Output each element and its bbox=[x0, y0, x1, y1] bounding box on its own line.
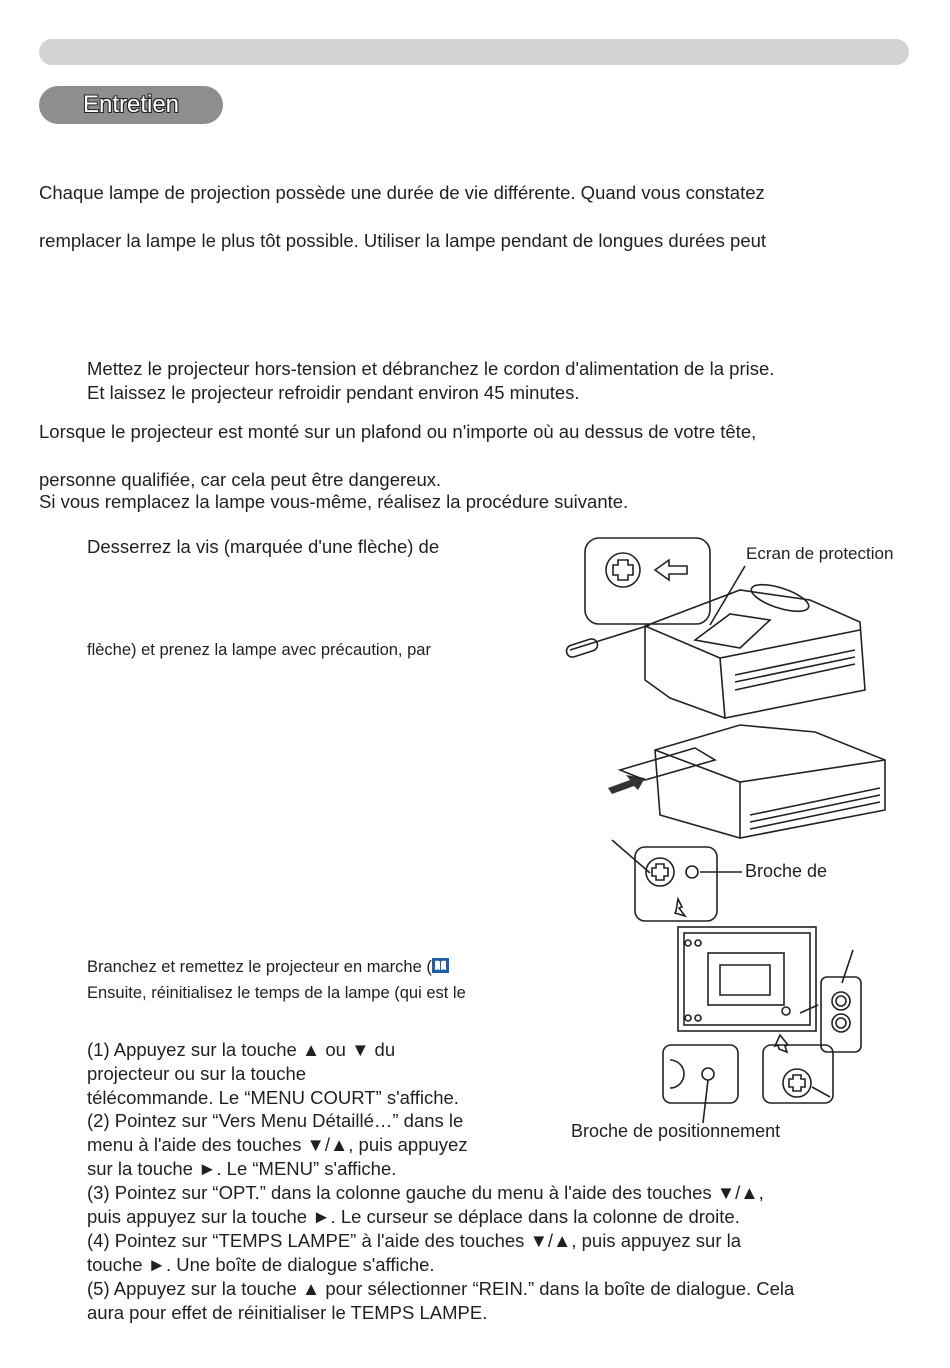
positioning-pin-label-bottom: Broche de positionnement bbox=[571, 1121, 781, 1141]
arrow-diagonal-icon bbox=[675, 899, 685, 916]
screw-icon bbox=[606, 553, 640, 587]
procedure-line-5: menu à l'aide des touches ▼/▲, puis appuyez bbox=[87, 1134, 468, 1155]
reset-step-line-2: Ensuite, réinitialisez le temps de la lampe (qui est le bbox=[87, 984, 466, 1002]
lamp-housing-illustration bbox=[600, 835, 870, 1135]
section-tab bbox=[39, 86, 223, 124]
ceiling-line-2: personne qualifiée, car cela peut être dangereux. bbox=[39, 469, 442, 490]
arrow-left-icon bbox=[655, 560, 687, 580]
bottom-pin-leader bbox=[703, 1080, 708, 1123]
procedure-line-12: aura pour effet de réinitialiser le TEMPS LAMPE. bbox=[87, 1302, 488, 1323]
procedure-line-8: puis appuyez sur la touche ►. Le curseur se déplace dans la colonne de droite. bbox=[87, 1206, 740, 1227]
screw-step-line-2: flèche) et prenez la lampe avec précaution, par bbox=[87, 641, 431, 659]
section-title: Entretien bbox=[82, 91, 180, 118]
ceiling-line-1: Lorsque le projecteur est monté sur un plafond ou n'importe où au dessus de votre tête, bbox=[39, 421, 757, 442]
bottom-left-callout-box bbox=[663, 1045, 738, 1103]
power-off-line-1: Mettez le projecteur hors-tension et débranchez le cordon d'alimentation de la prise. bbox=[87, 358, 775, 379]
pin-leader-right bbox=[842, 950, 853, 983]
procedure-line-3: télécommande. Le “MENU COURT” s'affiche. bbox=[87, 1087, 459, 1108]
protection-screen-label: Ecran de protection bbox=[746, 544, 894, 563]
procedure-line-2: projecteur ou sur la touche bbox=[87, 1063, 307, 1084]
screw-step-line-1: Desserrez la vis (marquée d'une flèche) de bbox=[87, 536, 440, 557]
procedure-line-1: (1) Appuyez sur la touche ▲ ou ▼ du bbox=[87, 1039, 396, 1060]
procedure-line-4: (2) Pointez sur “Vers Menu Détaillé…” dans le bbox=[87, 1110, 464, 1131]
procedure-line-6: sur la touche ►. Le “MENU” s'affiche. bbox=[87, 1158, 397, 1179]
procedure-line-7: (3) Pointez sur “OPT.” dans la colonne gauche du menu à l'aide des touches ▼/▲, bbox=[87, 1182, 764, 1203]
header-bar bbox=[39, 39, 909, 65]
procedure-line-11: (5) Appuyez sur la touche ▲ pour sélectionner “REIN.” dans la boîte de dialogue. Cela bbox=[87, 1278, 795, 1299]
screw-icon bbox=[646, 858, 674, 886]
arrow-down-icon bbox=[775, 1035, 788, 1052]
intro-line-2: remplacer la lampe le plus tôt possible. Utiliser la lampe pendant de longues durées peut bbox=[39, 230, 767, 251]
intro-line-1: Chaque lampe de projection possède une durée de vie différente. Quand vous constatez bbox=[39, 182, 765, 203]
screw-icon bbox=[783, 1069, 811, 1097]
procedure-line-9: (4) Pointez sur “TEMPS LAMPE” à l'aide des touches ▼/▲, puis appuyez sur la bbox=[87, 1230, 742, 1251]
ceiling-line-3: Si vous remplacez la lampe vous-même, réalisez la procédure suivante. bbox=[39, 491, 629, 512]
bottom-right-callout-box bbox=[763, 1045, 833, 1103]
power-off-line-2: Et laissez le projecteur refroidir pendant environ 45 minutes. bbox=[87, 382, 580, 403]
positioning-pin-label-top: Broche de bbox=[745, 861, 828, 881]
reset-step-line-1: Branchez et remettez le projecteur en marche ( bbox=[87, 957, 449, 978]
projector-cover-removed-illustration bbox=[600, 720, 895, 840]
screw-leader bbox=[612, 840, 650, 873]
screw-callout-box bbox=[585, 538, 710, 624]
book-reference-icon bbox=[432, 958, 449, 973]
procedure-line-10: touche ►. Une boîte de dialogue s'affiche. bbox=[87, 1254, 435, 1275]
positioning-pin-icon bbox=[686, 866, 698, 878]
